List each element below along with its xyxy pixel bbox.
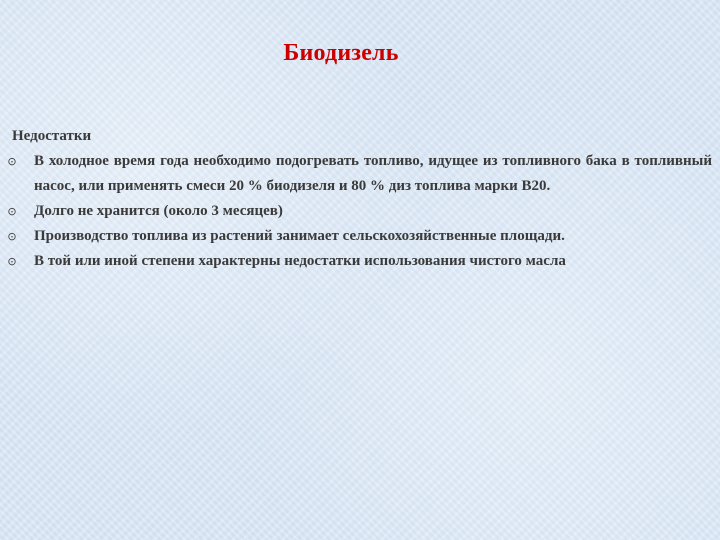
section-heading: Недостатки [12,128,92,144]
list-item-text: Долго не хранится (около 3 месяцев) [34,203,283,219]
list-item [7,149,712,199]
bullet-icon: ⊙ [7,255,17,268]
list-item-text: Производство топлива из растений занимает сельскохозяйственные площади. [34,228,565,244]
list-item [7,249,712,274]
list-item-text: В той или иной степени характерны недостатки использования чистого масла [34,253,566,269]
slide-content [7,124,712,274]
slide-title [0,40,720,67]
bullet-list [7,149,712,274]
bullet-icon: ⊙ [7,205,17,218]
bullet-icon: ⊙ [7,230,17,243]
list-item [7,199,712,224]
slide-title-text: Биодизель [283,40,399,66]
list-item-text: В холодное время года необходимо подогревать топливо, идущее из топливного бака в топливный насос, или применять смеси 20 % биодизеля и 80 % диз топлива марки B20. [34,153,712,194]
bullet-icon: ⊙ [7,155,17,168]
list-item [7,224,712,249]
